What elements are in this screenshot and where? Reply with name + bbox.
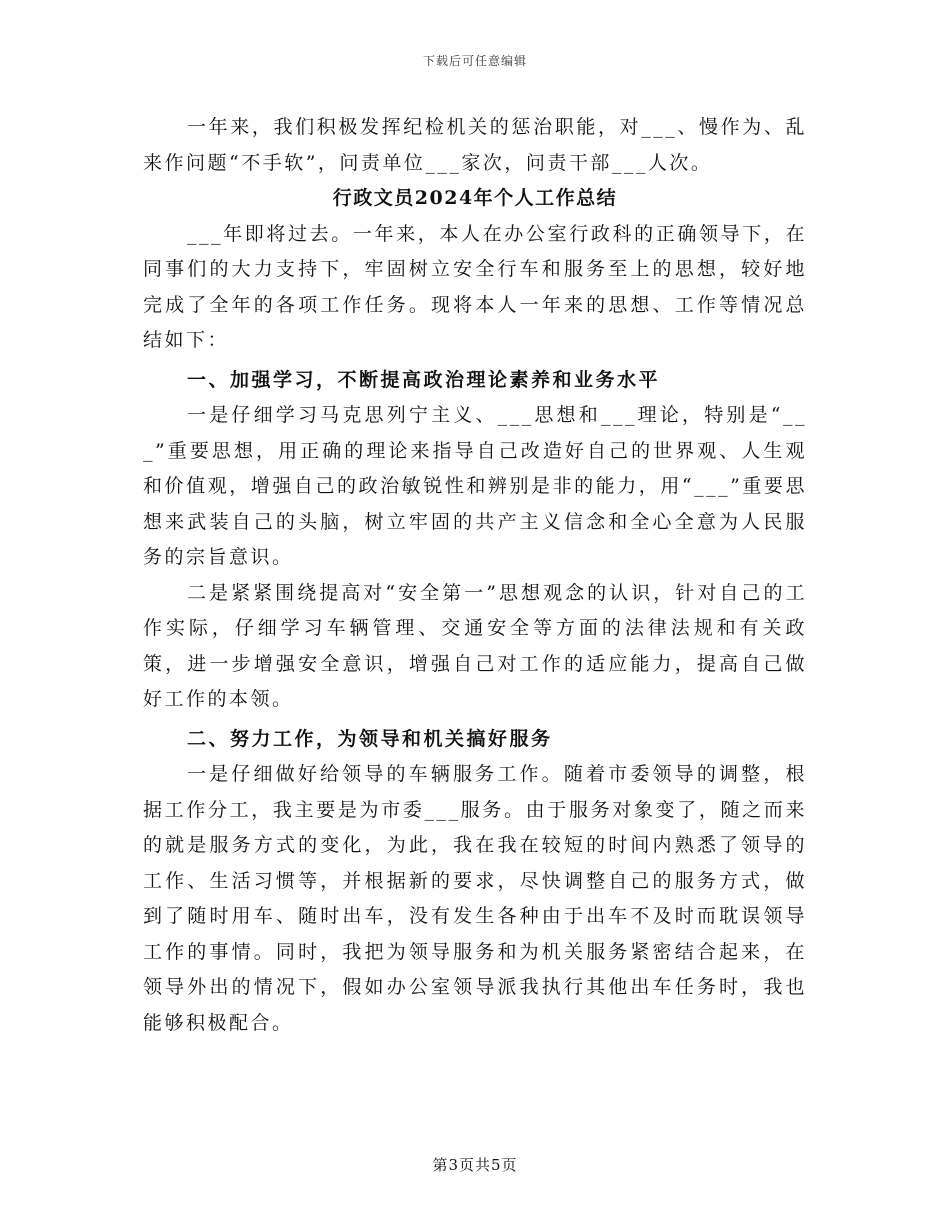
section-1-paragraph-2: 二是紧紧围绕提高对“安全第一”思想观念的认识，针对自己的工作实际，仔细学习车辆管理、交通安全等方面的法律法规和有关政策，进一步增强安全意识，增强自己对工作的适应能力，提高自己做好工作的本领。 — [143, 581, 807, 710]
section-1-paragraph-1: 一是仔细学习马克思列宁主义、___思想和___理论，特别是“___”重要思想，用正确的理论来指导自己改造好自己的世界观、人生观和价值观，增强自己的政治敏锐性和辨别是非的能力，用“___”重要思想来武装自己的头脑，树立牢固的共产主义信念和全心全意为人民服务的宗旨意识。 — [143, 404, 807, 568]
header-note: 下载后可任意编辑 — [422, 54, 527, 68]
section-1-heading: 一、加强学习，不断提高政治理论素养和业务水平 — [187, 368, 661, 391]
section-2-heading: 二、努力工作，为领导和机关搞好服务 — [187, 727, 553, 750]
page-number-footer: 第3页共5页 — [432, 1156, 518, 1174]
section-2-paragraph-1: 一是仔细做好给领导的车辆服务工作。随着市委领导的调整，根据工作分工，我主要是为市委___服务。由于服务对象变了，随之而来的就是服务方式的变化，为此，我在我在较短的时间内熟悉了领导的工作、生活习惯等，并根据新的要求，尽快调整自己的服务方式，做到了随时用车、随时出车，没有发生各种由于出车不及时而耽误领导工作的事情。同时，我把为领导服务和为机关服务紧密结合起来，在领导外出的情况下，假如办公室领导派我执行其他出车任务时，我也能够积极配合。 — [143, 763, 807, 1034]
document-title: 行政文员2024年个人工作总结 — [332, 187, 618, 209]
opening-paragraph: ___年即将过去。一年来，本人在办公室行政科的正确领导下，在同事们的大力支持下，牢固树立安全行车和服务至上的思想，较好地完成了全年的各项工作任务。现将本人一年来的思想、工作等情况总结如下： — [143, 222, 807, 351]
intro-paragraph: 一年来，我们积极发挥纪检机关的惩治职能，对___、慢作为、乱来作问题“不手软”，问责单位___家次，问责干部___人次。 — [143, 116, 807, 174]
document-body — [143, 110, 807, 1041]
